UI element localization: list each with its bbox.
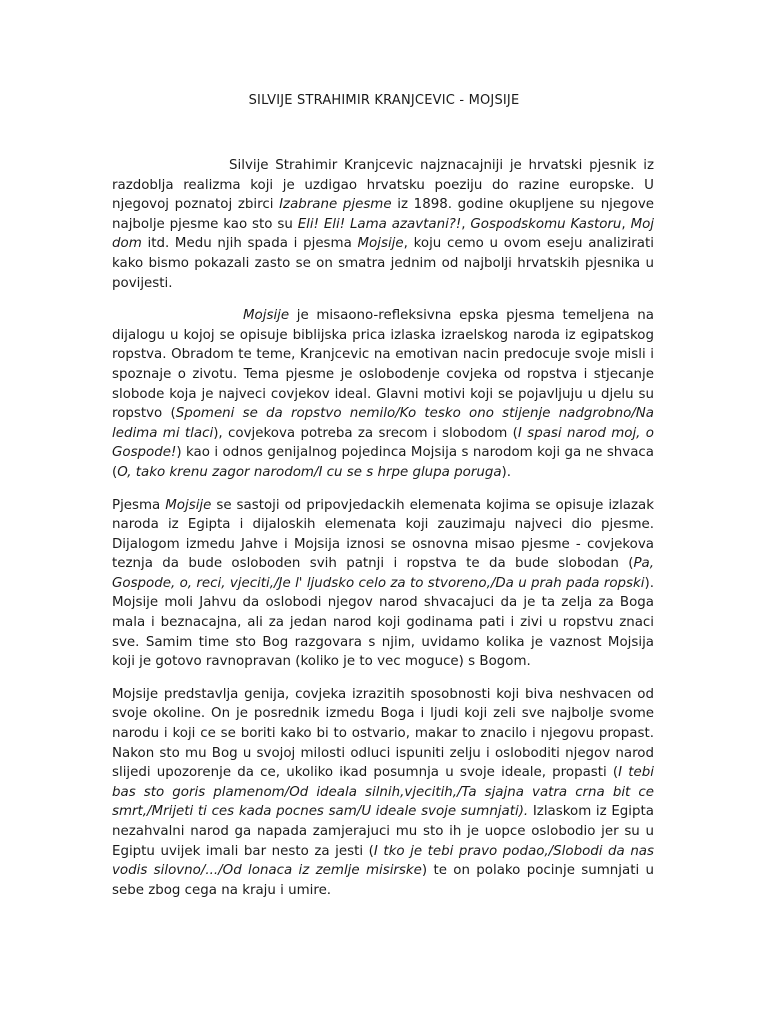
text-run: ) kao i odnos genijalnog pojedinca Mojsija s narodom koji ga ne shvaca ( — [112, 445, 654, 480]
italic-quote-run: I spasi narod moj, o Gospode! — [112, 425, 654, 461]
italic-quote-run: Mojsije — [357, 236, 404, 252]
text-run: , — [621, 216, 631, 232]
italic-quote-run: O, tako krenu zagor narodom/I cu se s hrpe glupa poruga — [117, 464, 502, 480]
italic-quote-run: I tko je tebi pravo podao,/Slobodi da nas vodis silovno/.../Od lonaca iz zemlje misirske — [112, 843, 654, 879]
text-run: ), covjekova potreba za srecom i slobodom ( — [213, 425, 518, 441]
italic-quote-run: Moj dom — [112, 216, 655, 252]
italic-quote-run: Izabrane pjesme — [279, 197, 392, 213]
italic-quote-run: I tebi bas sto goris plamenom/Od ideala silnih,vjecitih,/Ta sjajna vatra crna bit ce smrt,/Mrijeti ti ces kada pocnes sam/U ideale svoje sumnjati). — [112, 765, 654, 820]
text-run: Pjesma — [112, 497, 166, 513]
text-run: iz 1898. godine okupljene su njegove najbolje pjesme kao sto su — [112, 197, 654, 232]
text-run: , koju cemo u ovom eseju analizirati kako bismo pokazali zasto se on smatra jednim od najbolji hrvatskih pjesnika u povijesti. — [112, 236, 654, 291]
text-run: itd. Medu njih spada i pjesma — [141, 236, 358, 252]
text-run: , — [461, 216, 471, 232]
text-run: Izlaskom iz Egipta nezahvalni narod ga napada zamjerajuci mu sto ih je uopce oslobodio jer su u Egiptu uvijek imali bar nesto za jesti ( — [112, 804, 654, 859]
paragraph-2 — [112, 306, 654, 482]
text-run: ). — [501, 464, 512, 480]
text-run: je misaono-refleksivna epska pjesma temeljena na dijalogu u kojoj se opisuje biblijska prica izlaska izraelskog naroda iz egipatskog ropstva. Obradom te teme, Kranjcevic na emotivan nacin predocuje svoje misli i spoznaje o zivotu. Tema pjesme je oslobodenje covjeka od ropstva i stjecanje slobode koja je najveci covjekov ideal. Glavni motivi koji se pojavljuju u djelu su ropstvo ( — [112, 308, 654, 422]
document-body — [112, 156, 654, 913]
paragraph-4 — [112, 685, 654, 901]
text-run: Silvije Strahimir Kranjcevic najznacajniji je hrvatski pjesnik iz razdoblja realizma koji je uzdigao hrvatsku poeziju do razine europske. U njegovoj poznatoj zbirci — [112, 158, 654, 213]
italic-quote-run: Spomeni se da ropstvo nemilo/Ko tesko ono stijenje nadgrobno/Na ledima mi tlaci — [112, 406, 654, 441]
italic-quote-run: Pa, Gospode, o, reci, vjeciti,/Je l' ljudsko celo za to stvoreno,/Da u prah pada ropski — [112, 556, 654, 591]
italic-quote-run: Eli! Eli! Lama azavtani?! — [297, 216, 462, 232]
text-run: Mojsije predstavlja genija, covjeka izrazitih sposobnosti koji biva neshvacen od svoje okoline. On je posrednik izmedu Boga i ljudi koji zeli sve najbolje svome narodu i koji ce se boriti kako bi to ostvario, makar to znacilo i njegovu propast. Nakon sto mu Bog u svojoj milosti odluci ispuniti zelju i osloboditi njegov narod slijedi upozorenje da ce, ukoliko ikad posumnja u svoje ideale, propasti ( — [112, 686, 654, 781]
text-run: ) te on polako pocinje sumnjati u sebe zbog cega na kraju i umire. — [112, 863, 654, 898]
italic-quote-run: Mojsije — [165, 497, 212, 513]
document-title: SILVIJE STRAHIMIR KRANJCEVIC - MOJSIJE — [248, 93, 520, 108]
paragraph-3 — [112, 496, 654, 672]
italic-quote-run: Mojsije — [243, 308, 290, 324]
italic-quote-run: Gospodskomu Kastoru — [470, 216, 622, 232]
paragraph-1 — [112, 156, 654, 293]
text-run: se sastoji od pripovjedackih elemenata kojima se opisuje izlazak naroda iz Egipta i dijaloskih elemenata koji zauzimaju najveci dio pjesme. Dijalogom izmedu Jahve i Mojsija iznosi se osnovna misao pjesme - covjekova teznja da bude osloboden svih patnji i ropstva te da bude slobodan ( — [112, 497, 654, 572]
text-run: ). Mojsije moli Jahvu da oslobodi njegov narod shvacajuci da je ta zelja za Boga mala i beznacajna, ali za jedan narod koji godinama pati i zivi u ropstvu znaci sve. Samim time sto Bog razgovara s njim, uvidamo kolika je vaznost Mojsija koji je gotovo ravnopravan (koliko je to vec moguce) s Bogom. — [112, 575, 654, 670]
